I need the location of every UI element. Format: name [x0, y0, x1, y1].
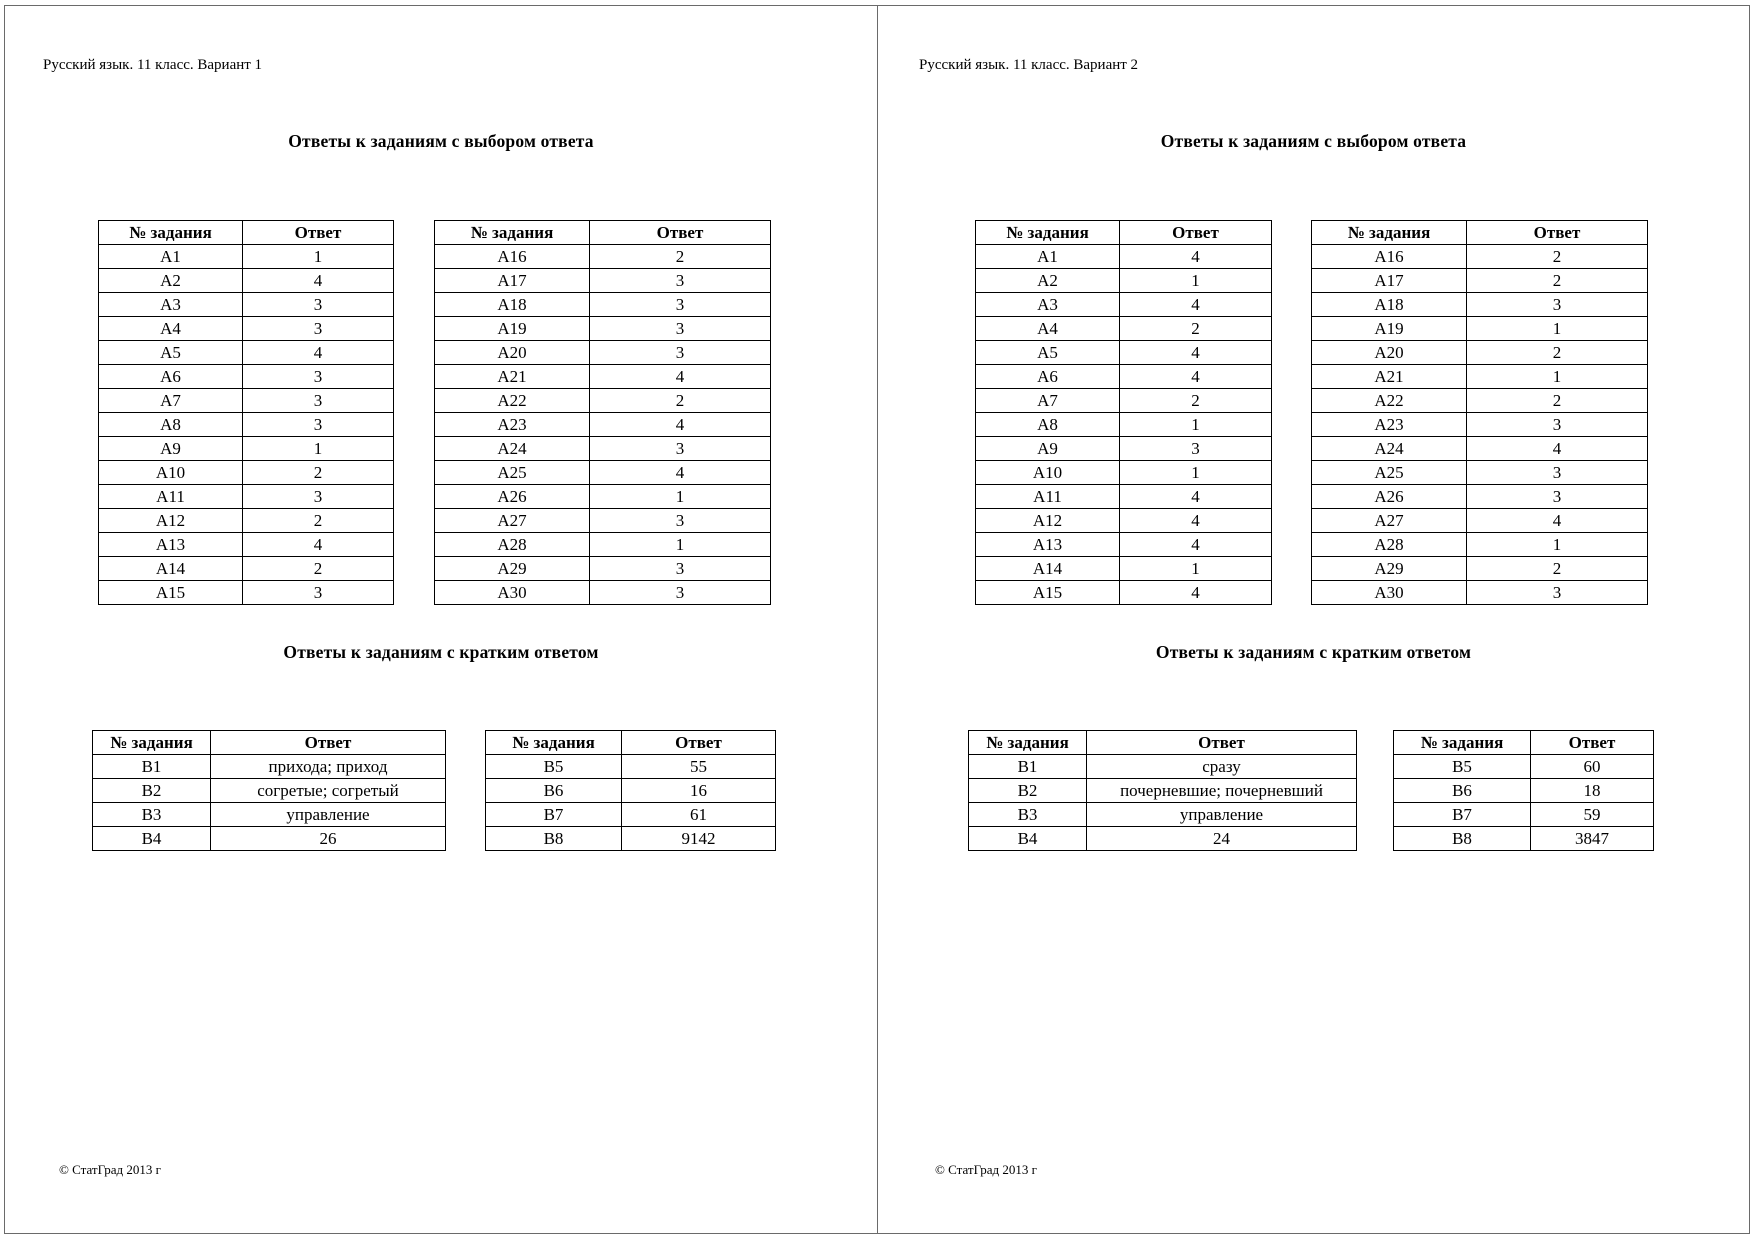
- task-number-cell: А17: [1312, 269, 1467, 293]
- table-row: [99, 509, 394, 533]
- table-row: [99, 365, 394, 389]
- table-row: [969, 779, 1357, 803]
- answer-cell: 2: [1120, 389, 1272, 413]
- task-number-cell: В4: [969, 827, 1087, 851]
- answer-cell: 4: [1120, 533, 1272, 557]
- table-row: [1394, 779, 1654, 803]
- task-number-cell: В5: [486, 755, 622, 779]
- table-row: [99, 581, 394, 605]
- column-header-task: № задания: [486, 731, 622, 755]
- answer-cell: 3: [590, 437, 771, 461]
- table-row: [486, 779, 776, 803]
- table-row: [976, 269, 1272, 293]
- task-number-cell: А14: [976, 557, 1120, 581]
- answer-cell: 2: [243, 557, 394, 581]
- section-title-multiple-choice: Ответы к заданиям с выбором ответа: [288, 131, 594, 151]
- task-number-cell: А26: [435, 485, 590, 509]
- answer-cell: 3: [1467, 461, 1648, 485]
- table-row: [1312, 437, 1648, 461]
- table-row: [1312, 581, 1648, 605]
- answer-cell: 4: [243, 269, 394, 293]
- table-row: [976, 581, 1272, 605]
- column-header-task: № задания: [1394, 731, 1531, 755]
- answer-cell: 1: [1120, 269, 1272, 293]
- answer-cell: 3: [590, 317, 771, 341]
- task-number-cell: А5: [976, 341, 1120, 365]
- table-row: [435, 365, 771, 389]
- task-number-cell: В1: [93, 755, 211, 779]
- task-number-cell: А7: [99, 389, 243, 413]
- table-row: [99, 317, 394, 341]
- table-row: [976, 557, 1272, 581]
- table-row: [1312, 245, 1648, 269]
- short-answers-table-2: [1393, 730, 1654, 851]
- table-header-row: [486, 731, 776, 755]
- table-row: [1312, 509, 1648, 533]
- answer-cell: 4: [1467, 509, 1648, 533]
- task-number-cell: А4: [99, 317, 243, 341]
- task-number-cell: А15: [99, 581, 243, 605]
- column-header-task: № задания: [99, 221, 243, 245]
- answer-cell: 1: [1467, 365, 1648, 389]
- task-number-cell: А28: [435, 533, 590, 557]
- table-row: [435, 269, 771, 293]
- answer-cell: 26: [211, 827, 446, 851]
- answer-cell: 4: [1120, 293, 1272, 317]
- answer-cell: 2: [590, 245, 771, 269]
- table-row: [486, 755, 776, 779]
- task-number-cell: А30: [1312, 581, 1467, 605]
- table-row: [435, 461, 771, 485]
- answer-cell: 1: [243, 245, 394, 269]
- table-row: [969, 755, 1357, 779]
- answer-cell: 2: [243, 461, 394, 485]
- task-number-cell: А8: [99, 413, 243, 437]
- task-number-cell: А6: [99, 365, 243, 389]
- task-number-cell: А16: [1312, 245, 1467, 269]
- answer-cell: 4: [590, 413, 771, 437]
- page-header: Русский язык. 11 класс. Вариант 1: [43, 57, 263, 73]
- answer-cell: сразу: [1087, 755, 1357, 779]
- task-number-cell: А10: [976, 461, 1120, 485]
- task-number-cell: А9: [99, 437, 243, 461]
- answer-cell: 3: [590, 269, 771, 293]
- task-number-cell: А26: [1312, 485, 1467, 509]
- answer-cell: управление: [1087, 803, 1357, 827]
- answer-cell: 3: [590, 557, 771, 581]
- column-header-answer: Ответ: [1120, 221, 1272, 245]
- task-number-cell: А27: [1312, 509, 1467, 533]
- table-row: [435, 485, 771, 509]
- answer-cell: 59: [1531, 803, 1654, 827]
- page-variant-1: [4, 5, 878, 1234]
- table-row: [976, 389, 1272, 413]
- table-header-row: [976, 221, 1272, 245]
- short-answers-table-1: [92, 730, 446, 851]
- table-header-row: [969, 731, 1357, 755]
- column-header-answer: Ответ: [1087, 731, 1357, 755]
- table-row: [435, 581, 771, 605]
- task-number-cell: А25: [435, 461, 590, 485]
- table-row: [976, 293, 1272, 317]
- task-number-cell: А11: [976, 485, 1120, 509]
- answer-cell: 4: [1120, 581, 1272, 605]
- table-row: [1312, 485, 1648, 509]
- answer-cell: 16: [622, 779, 776, 803]
- table-header-row: [99, 221, 394, 245]
- answer-cell: управление: [211, 803, 446, 827]
- section-title-short-answer: Ответы к заданиям с кратким ответом: [1155, 642, 1472, 662]
- answer-cell: 1: [1120, 413, 1272, 437]
- answer-cell: 9142: [622, 827, 776, 851]
- table-row: [435, 509, 771, 533]
- table-row: [99, 293, 394, 317]
- task-number-cell: А15: [976, 581, 1120, 605]
- task-number-cell: А23: [435, 413, 590, 437]
- task-number-cell: А14: [99, 557, 243, 581]
- table-row: [435, 341, 771, 365]
- answer-cell: 3: [243, 365, 394, 389]
- task-number-cell: А24: [435, 437, 590, 461]
- table-row: [1312, 461, 1648, 485]
- task-number-cell: В7: [1394, 803, 1531, 827]
- page-footer: © СтатГрад 2013 г: [935, 1162, 1037, 1177]
- table-row: [976, 509, 1272, 533]
- answer-cell: 3: [590, 509, 771, 533]
- answer-cell: 4: [590, 461, 771, 485]
- column-header-task: № задания: [93, 731, 211, 755]
- answer-cell: 1: [1467, 533, 1648, 557]
- answer-cell: 3: [1120, 437, 1272, 461]
- answer-cell: 3: [243, 317, 394, 341]
- answer-cell: 1: [590, 533, 771, 557]
- task-number-cell: А18: [435, 293, 590, 317]
- task-number-cell: А12: [976, 509, 1120, 533]
- task-number-cell: А5: [99, 341, 243, 365]
- answer-cell: 2: [590, 389, 771, 413]
- answer-cell: 61: [622, 803, 776, 827]
- section-title-short-answer: Ответы к заданиям с кратким ответом: [283, 642, 599, 662]
- table-row: [976, 533, 1272, 557]
- table-row: [99, 557, 394, 581]
- table-row: [1394, 827, 1654, 851]
- answer-cell: 3: [243, 413, 394, 437]
- answer-cell: 2: [1467, 245, 1648, 269]
- task-number-cell: А22: [435, 389, 590, 413]
- table-row: [93, 755, 446, 779]
- table-row: [99, 461, 394, 485]
- table-row: [435, 389, 771, 413]
- task-number-cell: В2: [969, 779, 1087, 803]
- answer-cell: 4: [1120, 245, 1272, 269]
- table-row: [976, 485, 1272, 509]
- task-number-cell: А23: [1312, 413, 1467, 437]
- table-row: [969, 827, 1357, 851]
- answer-cell: 3: [1467, 413, 1648, 437]
- task-number-cell: А3: [99, 293, 243, 317]
- section-title-multiple-choice: Ответы к заданиям с выбором ответа: [1160, 131, 1467, 151]
- answer-cell: 3: [590, 341, 771, 365]
- answer-cell: 2: [1120, 317, 1272, 341]
- table-row: [976, 365, 1272, 389]
- task-number-cell: А30: [435, 581, 590, 605]
- table-row: [435, 245, 771, 269]
- column-header-task: № задания: [1312, 221, 1467, 245]
- mc-answers-table-1: [98, 220, 394, 605]
- task-number-cell: В6: [1394, 779, 1531, 803]
- answer-cell: 4: [1120, 365, 1272, 389]
- column-header-task: № задания: [435, 221, 590, 245]
- table-row: [976, 317, 1272, 341]
- task-number-cell: А21: [435, 365, 590, 389]
- table-row: [93, 827, 446, 851]
- table-row: [976, 437, 1272, 461]
- table-row: [99, 389, 394, 413]
- table-row: [976, 461, 1272, 485]
- task-number-cell: А27: [435, 509, 590, 533]
- table-row: [1312, 389, 1648, 413]
- table-row: [976, 245, 1272, 269]
- table-row: [976, 341, 1272, 365]
- short-answers-table-1: [968, 730, 1357, 851]
- task-number-cell: В1: [969, 755, 1087, 779]
- column-header-answer: Ответ: [243, 221, 394, 245]
- task-number-cell: А13: [976, 533, 1120, 557]
- answer-cell: 4: [1120, 485, 1272, 509]
- table-header-row: [1394, 731, 1654, 755]
- task-number-cell: А7: [976, 389, 1120, 413]
- task-number-cell: А17: [435, 269, 590, 293]
- table-row: [1312, 341, 1648, 365]
- table-header-row: [93, 731, 446, 755]
- column-header-answer: Ответ: [590, 221, 771, 245]
- table-row: [99, 533, 394, 557]
- table-row: [1312, 317, 1648, 341]
- table-row: [435, 533, 771, 557]
- task-number-cell: А28: [1312, 533, 1467, 557]
- table-header-row: [435, 221, 771, 245]
- column-header-task: № задания: [976, 221, 1120, 245]
- task-number-cell: А24: [1312, 437, 1467, 461]
- task-number-cell: В3: [969, 803, 1087, 827]
- answer-cell: согретые; согретый: [211, 779, 446, 803]
- task-number-cell: А12: [99, 509, 243, 533]
- task-number-cell: А16: [435, 245, 590, 269]
- table-row: [1312, 413, 1648, 437]
- answer-cell: 2: [243, 509, 394, 533]
- answer-cell: 4: [590, 365, 771, 389]
- task-number-cell: А29: [1312, 557, 1467, 581]
- table-row: [435, 413, 771, 437]
- answer-cell: 55: [622, 755, 776, 779]
- task-number-cell: В2: [93, 779, 211, 803]
- table-row: [435, 437, 771, 461]
- column-header-task: № задания: [969, 731, 1087, 755]
- table-header-row: [1312, 221, 1648, 245]
- column-header-answer: Ответ: [1467, 221, 1648, 245]
- table-row: [435, 557, 771, 581]
- task-number-cell: А6: [976, 365, 1120, 389]
- answer-cell: 2: [1467, 341, 1648, 365]
- answer-cell: 3: [1467, 485, 1648, 509]
- task-number-cell: В3: [93, 803, 211, 827]
- answer-cell: 3: [590, 293, 771, 317]
- page-variant-2: [877, 5, 1750, 1234]
- answer-cell: почерневшие; почерневший: [1087, 779, 1357, 803]
- task-number-cell: А19: [435, 317, 590, 341]
- table-row: [1312, 533, 1648, 557]
- task-number-cell: А8: [976, 413, 1120, 437]
- page-footer: © СтатГрад 2013 г: [59, 1162, 161, 1177]
- task-number-cell: В6: [486, 779, 622, 803]
- answer-cell: 3: [243, 581, 394, 605]
- short-answers-table-2: [485, 730, 776, 851]
- mc-answers-table-1: [975, 220, 1272, 605]
- table-row: [1394, 755, 1654, 779]
- answer-cell: 1: [1120, 557, 1272, 581]
- task-number-cell: А21: [1312, 365, 1467, 389]
- task-number-cell: А20: [435, 341, 590, 365]
- table-row: [99, 437, 394, 461]
- table-row: [99, 413, 394, 437]
- answer-cell: 4: [243, 341, 394, 365]
- table-row: [1312, 557, 1648, 581]
- answer-cell: прихода; приход: [211, 755, 446, 779]
- answer-cell: 3: [590, 581, 771, 605]
- answer-cell: 4: [1467, 437, 1648, 461]
- task-number-cell: А11: [99, 485, 243, 509]
- task-number-cell: А2: [99, 269, 243, 293]
- table-row: [99, 245, 394, 269]
- table-row: [1312, 365, 1648, 389]
- table-row: [435, 293, 771, 317]
- table-row: [99, 341, 394, 365]
- answer-cell: 2: [1467, 269, 1648, 293]
- page-header: Русский язык. 11 класс. Вариант 2: [919, 57, 1139, 73]
- answer-cell: 4: [1120, 341, 1272, 365]
- table-row: [1312, 293, 1648, 317]
- answer-cell: 4: [1120, 509, 1272, 533]
- mc-answers-table-2: [434, 220, 771, 605]
- answer-cell: 2: [1467, 557, 1648, 581]
- table-row: [1312, 269, 1648, 293]
- answer-cell: 18: [1531, 779, 1654, 803]
- task-number-cell: А22: [1312, 389, 1467, 413]
- answer-cell: 2: [1467, 389, 1648, 413]
- table-row: [99, 485, 394, 509]
- answer-cell: 3847: [1531, 827, 1654, 851]
- table-row: [435, 317, 771, 341]
- task-number-cell: А10: [99, 461, 243, 485]
- table-row: [976, 413, 1272, 437]
- task-number-cell: А25: [1312, 461, 1467, 485]
- answer-cell: 1: [1120, 461, 1272, 485]
- column-header-answer: Ответ: [622, 731, 776, 755]
- answer-cell: 1: [1467, 317, 1648, 341]
- answer-cell: 1: [590, 485, 771, 509]
- table-row: [1394, 803, 1654, 827]
- task-number-cell: В8: [486, 827, 622, 851]
- task-number-cell: А9: [976, 437, 1120, 461]
- table-row: [93, 803, 446, 827]
- table-row: [99, 269, 394, 293]
- task-number-cell: А3: [976, 293, 1120, 317]
- task-number-cell: В7: [486, 803, 622, 827]
- task-number-cell: А19: [1312, 317, 1467, 341]
- task-number-cell: А1: [976, 245, 1120, 269]
- answer-cell: 3: [1467, 581, 1648, 605]
- task-number-cell: А2: [976, 269, 1120, 293]
- answer-cell: 3: [243, 389, 394, 413]
- answer-cell: 3: [243, 293, 394, 317]
- task-number-cell: В5: [1394, 755, 1531, 779]
- task-number-cell: А13: [99, 533, 243, 557]
- answer-cell: 4: [243, 533, 394, 557]
- answer-cell: 3: [243, 485, 394, 509]
- table-row: [93, 779, 446, 803]
- mc-answers-table-2: [1311, 220, 1648, 605]
- column-header-answer: Ответ: [211, 731, 446, 755]
- column-header-answer: Ответ: [1531, 731, 1654, 755]
- answer-cell: 60: [1531, 755, 1654, 779]
- table-row: [486, 803, 776, 827]
- answer-cell: 24: [1087, 827, 1357, 851]
- table-row: [486, 827, 776, 851]
- task-number-cell: А18: [1312, 293, 1467, 317]
- task-number-cell: А1: [99, 245, 243, 269]
- task-number-cell: А29: [435, 557, 590, 581]
- table-row: [969, 803, 1357, 827]
- answer-cell: 1: [243, 437, 394, 461]
- task-number-cell: А4: [976, 317, 1120, 341]
- task-number-cell: В4: [93, 827, 211, 851]
- answer-cell: 3: [1467, 293, 1648, 317]
- task-number-cell: В8: [1394, 827, 1531, 851]
- task-number-cell: А20: [1312, 341, 1467, 365]
